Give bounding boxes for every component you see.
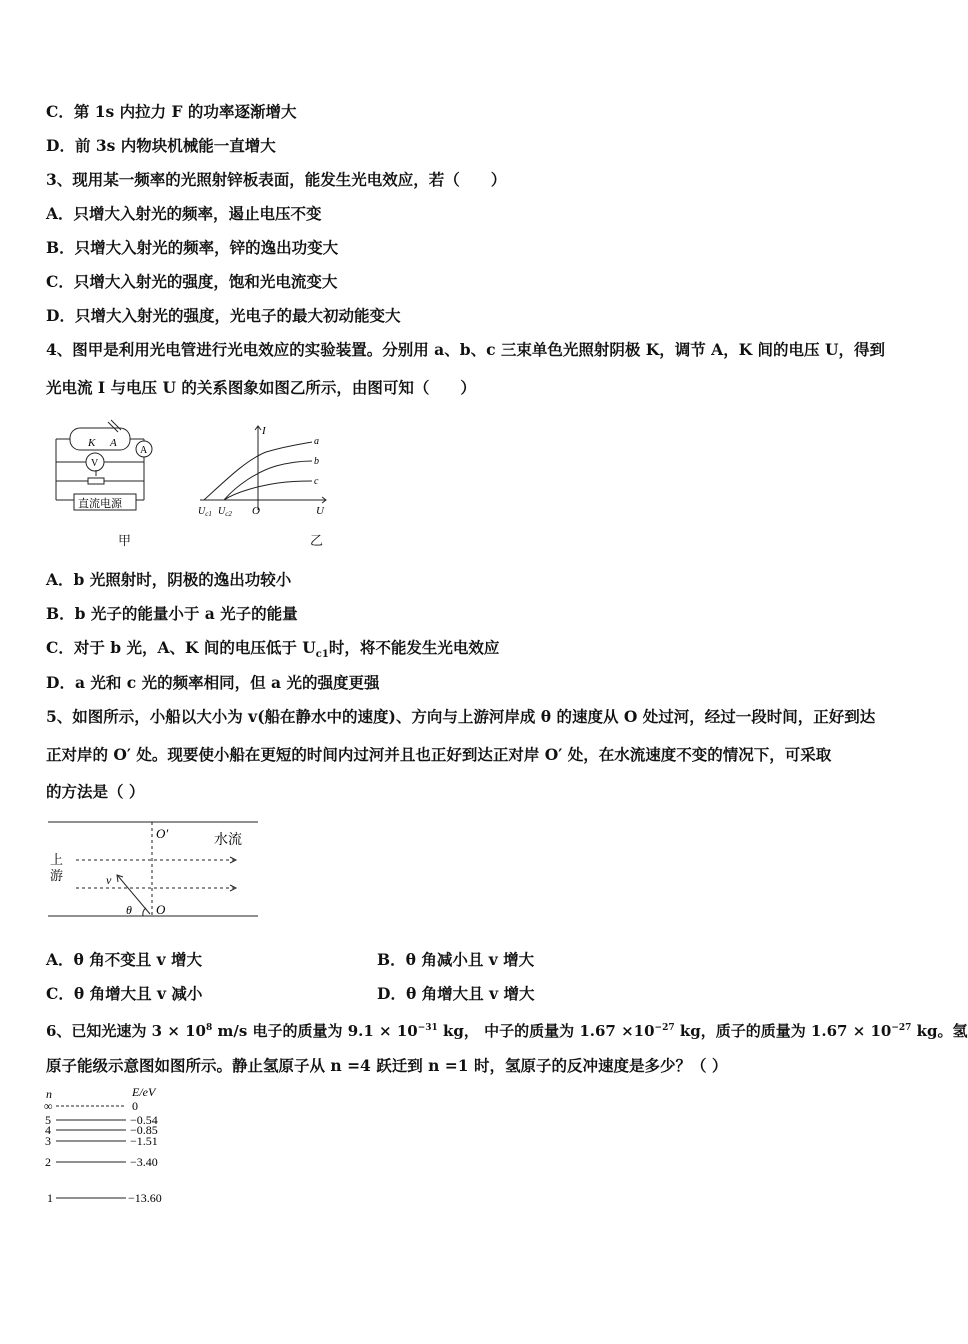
level-n-1: 1 — [47, 1191, 53, 1205]
level-n-4: 4 — [45, 1123, 51, 1137]
o-prime-label: O′ — [156, 826, 169, 841]
u-label: U — [316, 505, 324, 517]
v-label: v — [106, 873, 112, 887]
water-flow-label: 水流 — [214, 833, 242, 848]
q2-option-c: C．第 1s 内拉力 F 的功率逐渐增大 — [46, 102, 297, 121]
level-e-4: −0.85 — [130, 1123, 158, 1137]
k-label: K — [88, 437, 96, 449]
level-n-5: 5 — [45, 1113, 51, 1127]
q5-stem-line2: 正对岸的 O′ 处。现要使小船在更短的时间内过河并且也正好到达正对岸 O′ 处，在水流速度不变的情况下，可采取 — [46, 745, 832, 764]
o-label: O — [156, 902, 166, 917]
q4-caption-yi: 乙 — [310, 534, 324, 549]
upstream-label-2: 游 — [50, 868, 64, 883]
level-e-2: −3.40 — [130, 1155, 158, 1169]
q5-figure-river — [46, 818, 262, 922]
q3-option-a: A．只增大入射光的频率，遏止电压不变 — [46, 204, 322, 223]
a-label: A — [110, 437, 117, 449]
q4-option-d: D．a 光和 c 光的频率相同，但 a 光的强度更强 — [46, 673, 380, 692]
level-e-1: −13.60 — [128, 1191, 162, 1205]
dc-source-label: 直流电源 — [78, 498, 122, 510]
i-label: I — [262, 425, 266, 437]
level-n-inf: ∞ — [44, 1099, 53, 1113]
q3-stem: 3、现用某一频率的光照射锌板表面，能发生光电效应，若（ ） — [46, 170, 507, 189]
q5-stem-line3: 的方法是（ ） — [46, 782, 145, 801]
q4-figure-iu-graph — [196, 420, 336, 520]
upstream-label-1: 上 — [50, 852, 64, 867]
q4-option-b: B．b 光子的能量小于 a 光子的能量 — [46, 604, 298, 623]
level-e-3: −1.51 — [130, 1134, 158, 1148]
curve-c — [224, 481, 312, 500]
q4-stem-line2: 光电流 I 与电压 U 的关系图象如图乙所示，由图可知（ ） — [46, 378, 476, 397]
q5-stem-line1: 5、如图所示，小船以大小为 v(船在静水中的速度)、方向与上游河岸成 θ 的速度从 O 处过河，经过一段时间，正好到达 — [46, 707, 876, 726]
curve-b-label: b — [314, 456, 319, 467]
origin-label: O — [252, 505, 260, 517]
curve-b — [224, 461, 312, 500]
level-n-2: 2 — [45, 1155, 51, 1169]
ammeter-label: A — [140, 445, 148, 456]
q5-option-b: B．θ 角减小且 v 增大 — [377, 950, 535, 969]
level-e-inf: 0 — [132, 1099, 138, 1113]
q4-option-c: C．对于 b 光，A、K 间的电压低于 $U_{c1}$时，将不能发生光电效应 — [46, 638, 500, 661]
uc1-label: $U_{c1}$ — [198, 506, 212, 518]
uc2-label: $U_{c2}$ — [218, 506, 232, 518]
q6-figure-energy-levels — [40, 1084, 190, 1210]
curve-a-label: a — [314, 436, 319, 447]
q3-option-b: B．只增大入射光的频率，锌的逸出功变大 — [46, 238, 339, 257]
q3-option-d: D．只增大入射光的强度，光电子的最大初动能变大 — [46, 306, 401, 325]
q4-option-a: A．b 光照射时，阴极的逸出功较小 — [46, 570, 292, 589]
q2-option-d: D．前 3s 内物块机械能一直增大 — [46, 136, 276, 155]
q5-option-c: C．θ 角增大且 v 减小 — [46, 984, 203, 1003]
rheostat — [88, 478, 104, 484]
voltmeter-label: V — [91, 458, 99, 469]
n-header: n — [46, 1087, 52, 1101]
q3-option-c: C．只增大入射光的强度，饱和光电流变大 — [46, 272, 338, 291]
theta-label: θ — [126, 903, 132, 917]
q5-option-d: D．θ 角增大且 v 增大 — [377, 984, 535, 1003]
q4-caption-jia: 甲 — [118, 534, 132, 549]
level-e-5: −0.54 — [130, 1113, 158, 1127]
q6-stem-line2: 原子能级示意图如图所示。静止氢原子从 n =4 跃迁到 n =1 时，氢原子的反冲速度是多少？（ ） — [46, 1056, 728, 1075]
q5-option-a: A．θ 角不变且 v 增大 — [46, 950, 203, 969]
q6-stem-line1: 6、已知光速为 $3 \times 10^8$ m/s 电子的质量为 $9.1 \times 10^{-31}$ kg， 中子的质量为 $1.67 \times 10^{-27}$ kg，质子的质量为 $1.67 \times 10^{-27}$ kg。氢 — [46, 1022, 968, 1040]
q4-figure-circuit — [48, 418, 158, 520]
e-header: E/eV — [132, 1085, 156, 1099]
q4-stem-line1: 4、图甲是利用光电管进行光电效应的实验装置。分别用 a、b、c 三束单色光照射阴极 K，调节 A，K 间的电压 U，得到 — [46, 340, 885, 359]
level-n-3: 3 — [45, 1134, 51, 1148]
phototube — [70, 428, 130, 450]
curve-c-label: c — [314, 476, 319, 487]
